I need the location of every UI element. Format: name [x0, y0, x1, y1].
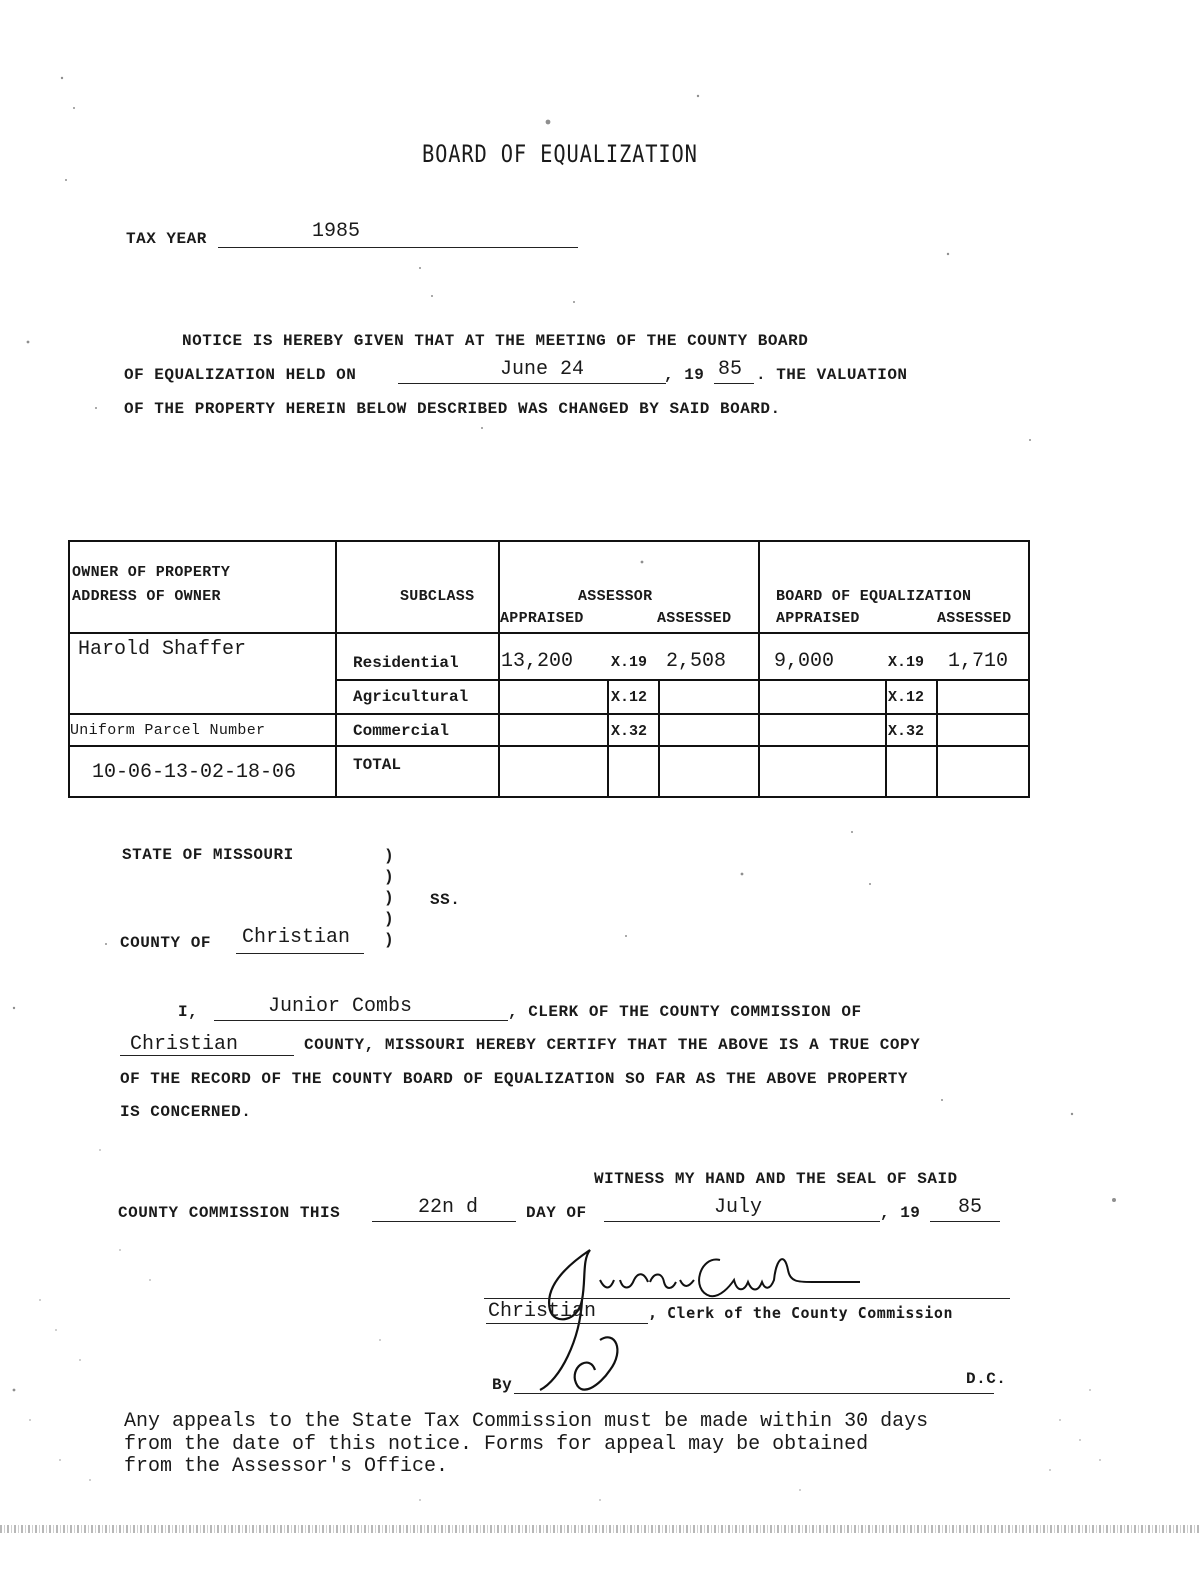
subclass-residential: Residential [353, 654, 459, 672]
board-appraised-residential: 9,000 [774, 650, 835, 673]
witness-month-line [604, 1221, 880, 1222]
witness-line-1: WITNESS MY HAND AND THE SEAL OF SAID [594, 1170, 958, 1188]
assessor-header: ASSESSOR [578, 588, 653, 605]
witness-day: 22n d [418, 1196, 479, 1219]
county-line [236, 953, 364, 954]
col-divider [885, 679, 887, 796]
board-assessed-header: ASSESSED [937, 610, 1012, 627]
notice-line-3: OF THE PROPERTY HEREIN BELOW DESCRIBED WAS CHANGED BY SAID BOARD. [124, 400, 781, 418]
address-header: ADDRESS OF OWNER [72, 588, 221, 605]
col-divider [607, 679, 609, 796]
sig-title: , Clerk of the County Commission [648, 1304, 953, 1322]
witness-prefix: COUNTY COMMISSION THIS [118, 1204, 341, 1222]
meeting-year-prefix: , 19 [664, 366, 705, 384]
sig-county: Christian [488, 1300, 597, 1323]
signature-line [484, 1298, 1010, 1299]
assessor-appraised-residential: 13,200 [501, 650, 574, 673]
assessor-assessed-residential: 2,508 [666, 650, 727, 673]
row-divider [70, 745, 1028, 747]
notice-line-2-suffix: . THE VALUATION [756, 366, 908, 384]
subclass-commercial: Commercial [353, 722, 450, 740]
row-divider [70, 632, 1028, 634]
col-divider [758, 542, 760, 796]
by-line [514, 1393, 994, 1394]
meeting-date: June 24 [500, 358, 585, 381]
col-divider [498, 542, 500, 796]
witness-day-line [372, 1221, 516, 1222]
sig-county-line [486, 1323, 648, 1324]
board-multiplier-commercial: X.32 [888, 723, 925, 740]
subclass-agricultural: Agricultural [353, 688, 469, 706]
county-label: COUNTY OF [120, 934, 211, 952]
owner-name: Harold Shaffer [78, 638, 247, 661]
scan-edge [0, 1525, 1200, 1533]
notice-line-2-prefix: OF EQUALIZATION HELD ON [124, 366, 357, 384]
appeal-line-2: from the date of this notice. Forms for appeal may be obtained [124, 1433, 869, 1456]
col-divider [335, 542, 337, 796]
dc-label: D.C. [966, 1370, 1007, 1388]
by-label: By [492, 1376, 513, 1394]
upn-value: 10-06-13-02-18-06 [92, 761, 297, 784]
state-label: STATE OF MISSOURI [122, 846, 294, 864]
assessor-appraised-header: APPRAISED [500, 610, 584, 627]
board-header: BOARD OF EQUALIZATION [776, 588, 972, 605]
cert-line-1-suffix: , CLERK OF THE COUNTY COMMISSION OF [508, 1003, 862, 1021]
cert-i: I, [178, 1003, 199, 1021]
board-assessed-residential: 1,710 [948, 650, 1009, 673]
tax-year-line [218, 247, 578, 248]
witness-month: July [714, 1196, 763, 1219]
owner-header: OWNER OF PROPERTY [72, 564, 231, 581]
meeting-year: 85 [718, 358, 743, 381]
upn-label: Uniform Parcel Number [70, 722, 266, 739]
meeting-date-line [398, 383, 666, 384]
col-divider [658, 679, 660, 796]
board-multiplier-agricultural: X.12 [888, 689, 925, 706]
cert-line-2-suffix: COUNTY, MISSOURI HEREBY CERTIFY THAT THE ABOVE IS A TRUE COPY [304, 1036, 921, 1054]
tax-year-value: 1985 [312, 220, 361, 243]
subclass-total: TOTAL [353, 756, 402, 774]
appeal-line-3: from the Assessor's Office. [124, 1455, 449, 1478]
ss-label: SS. [430, 891, 461, 909]
county-value: Christian [242, 926, 351, 949]
meeting-year-line [714, 383, 754, 384]
multiplier-residential: X.19 [611, 654, 648, 671]
assessor-assessed-header: ASSESSED [657, 610, 732, 627]
subclass-header: SUBCLASS [400, 588, 475, 605]
multiplier-agricultural: X.12 [611, 689, 648, 706]
tax-year-label: TAX YEAR [126, 230, 207, 248]
witness-year-line [930, 1221, 1000, 1222]
col-divider [936, 679, 938, 796]
cert-line-4: IS CONCERNED. [120, 1103, 252, 1121]
witness-year-prefix: , 19 [880, 1204, 921, 1222]
cert-county: Christian [130, 1033, 239, 1056]
notice-line-1: NOTICE IS HEREBY GIVEN THAT AT THE MEETING OF THE COUNTY BOARD [182, 332, 809, 350]
multiplier-commercial: X.32 [611, 723, 648, 740]
clerk-name-line [214, 1020, 508, 1021]
venue-paren: ) ) ) ) ) [384, 847, 395, 949]
witness-year: 85 [958, 1196, 983, 1219]
board-appraised-header: APPRAISED [776, 610, 860, 627]
witness-day-of: DAY OF [526, 1204, 587, 1222]
clerk-name: Junior Combs [268, 995, 413, 1018]
board-multiplier-residential: X.19 [888, 654, 925, 671]
property-valuation-table [68, 540, 1030, 798]
row-divider [335, 679, 1028, 681]
appeal-line-1: Any appeals to the State Tax Commission must be made within 30 days [124, 1410, 929, 1433]
page-title: BOARD OF EQUALIZATION [422, 140, 698, 168]
cert-line-3: OF THE RECORD OF THE COUNTY BOARD OF EQUALIZATION SO FAR AS THE ABOVE PROPERTY [120, 1070, 908, 1088]
row-divider [70, 713, 1028, 715]
